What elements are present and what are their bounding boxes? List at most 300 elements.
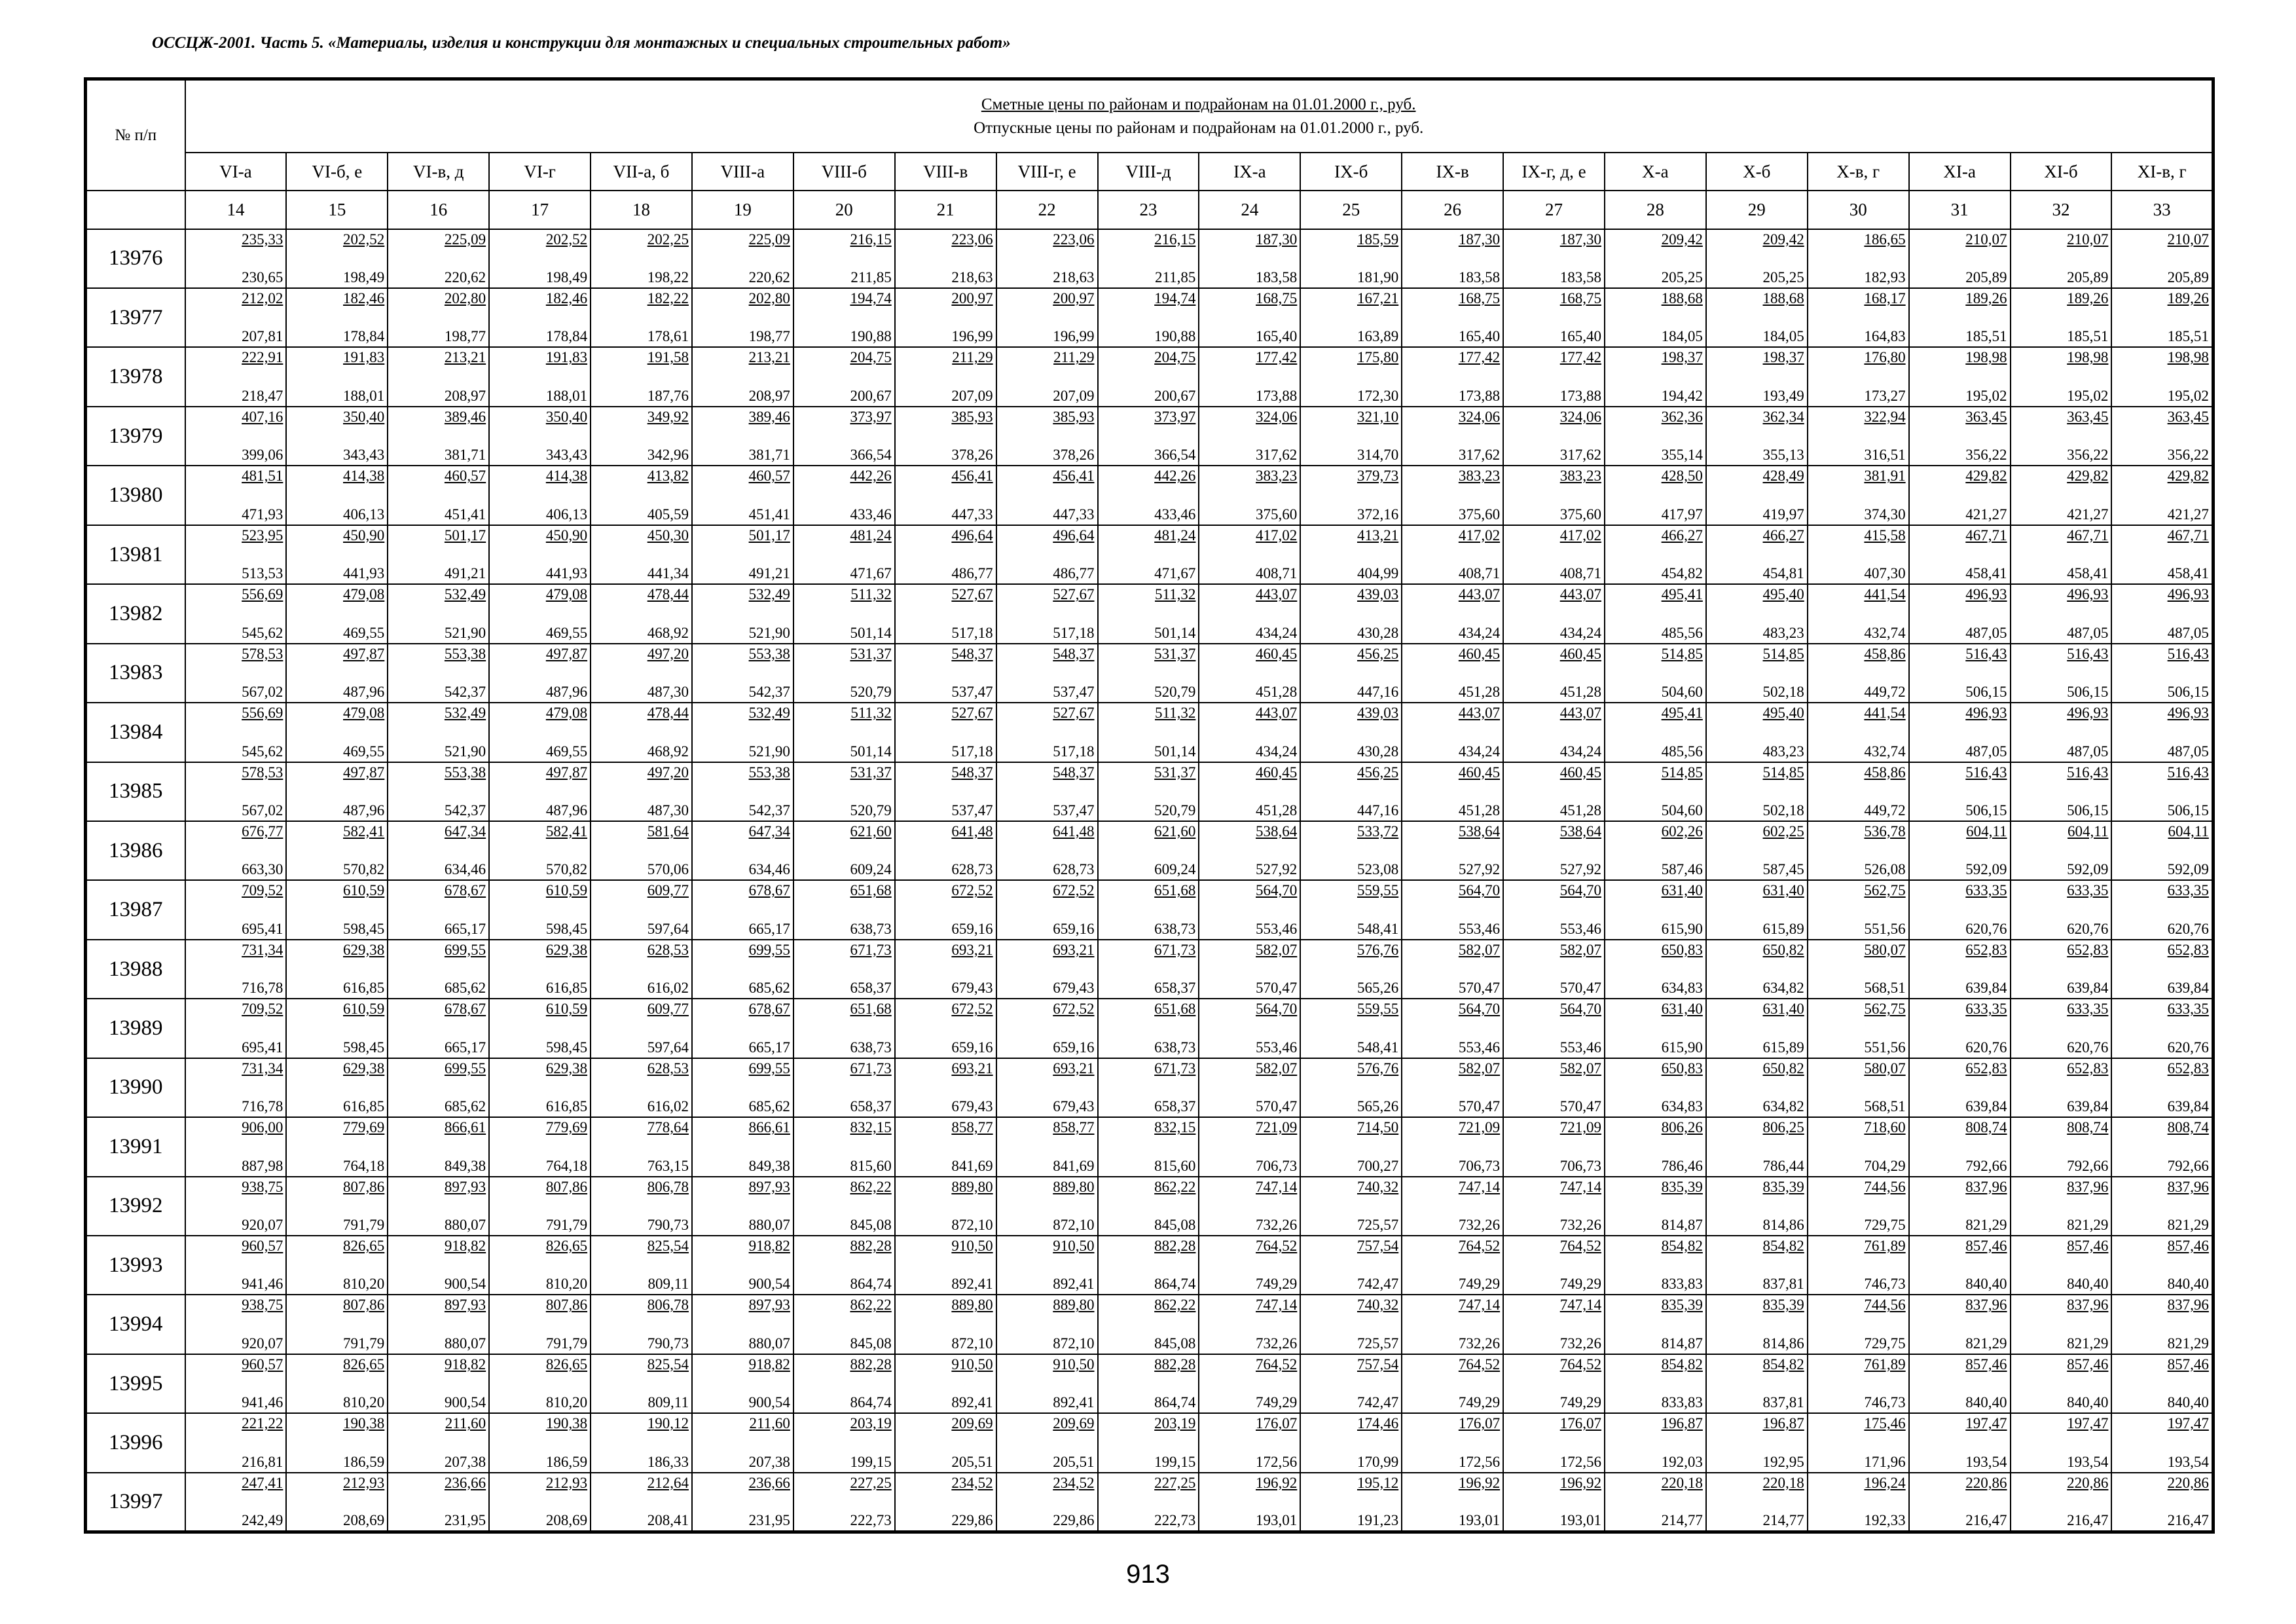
price-cell [591,1117,692,1176]
price-cell [692,1177,793,1236]
release-price: 186,59 [545,1453,588,1470]
estimated-price: 678,67 [444,882,486,899]
price-cell [1199,1058,1300,1117]
estimated-price: 672,52 [951,882,993,899]
estimated-price: 460,45 [1256,764,1298,781]
estimated-price: 889,80 [1053,1297,1095,1314]
release-price: 791,79 [545,1217,588,1234]
release-price: 639,84 [2167,1098,2209,1115]
release-price: 814,86 [1762,1217,1804,1234]
price-cell [996,1473,1098,1532]
estimated-price: 609,77 [647,1001,689,1018]
price-cell [591,1413,692,1472]
column-number: 28 [1605,191,1706,229]
region-header: X-а [1605,153,1706,191]
estimated-price: 651,68 [850,1001,892,1018]
estimated-price: 882,28 [850,1238,892,1255]
release-price: 192,33 [1864,1512,1906,1528]
price-cell [692,347,793,406]
price-cell [1199,347,1300,406]
release-price: 840,40 [1965,1276,2007,1293]
estimated-price: 450,30 [647,526,689,544]
release-price: 195,02 [2067,387,2109,404]
price-cell [1199,644,1300,703]
price-cell [286,584,388,643]
price-cell [1300,229,1402,288]
release-price: 205,51 [1053,1453,1095,1470]
estimated-price: 602,26 [1661,822,1703,840]
estimated-price: 582,07 [1458,1060,1501,1077]
estimated-price: 858,77 [951,1119,993,1136]
price-cell [591,1236,692,1295]
release-price: 570,47 [1458,1098,1501,1115]
price-cell [692,1354,793,1413]
estimated-price: 548,37 [951,645,993,662]
price-cell [2111,288,2213,347]
price-cell [1503,1473,1605,1532]
estimated-price: 516,43 [2067,764,2109,781]
estimated-price: 460,57 [748,468,790,485]
price-cell [1503,880,1605,939]
estimated-price: 414,38 [343,468,385,485]
release-price: 570,06 [647,861,689,878]
price-cell [1706,525,1808,584]
release-price: 592,09 [2067,861,2109,878]
estimated-price: 362,36 [1661,408,1703,425]
price-cell [996,1295,1098,1354]
release-price: 679,43 [951,1098,993,1115]
release-price: 941,46 [242,1276,283,1293]
estimated-price: 481,24 [1154,526,1196,544]
release-price: 821,29 [1965,1335,2007,1352]
release-price: 920,07 [242,1335,283,1352]
price-cell [1909,1177,2011,1236]
estimated-price: 564,70 [1458,882,1501,899]
row-number: 13982 [86,584,185,643]
price-cell [489,1413,591,1472]
release-price: 165,40 [1559,328,1601,345]
table-row [86,999,2214,1058]
release-price: 900,54 [444,1394,486,1411]
release-price: 451,28 [1458,684,1501,701]
price-cell [1909,821,2011,880]
price-cell [2111,347,2213,406]
release-price: 658,37 [850,1098,892,1115]
estimated-price: 479,08 [545,705,588,722]
release-price: 570,82 [343,861,385,878]
estimated-price: 200,97 [1053,290,1095,307]
estimated-price: 747,14 [1256,1178,1298,1195]
release-price: 216,47 [2167,1512,2209,1528]
release-price: 433,46 [1154,506,1196,523]
release-price: 185,51 [2067,328,2109,345]
price-cell [1909,762,2011,821]
estimated-price: 460,45 [1559,645,1601,662]
release-price: 449,72 [1864,684,1906,701]
release-price: 487,96 [545,684,588,701]
estimated-price: 516,43 [2067,645,2109,662]
price-cell [1300,940,1402,999]
price-cell [793,1295,895,1354]
estimated-price: 671,73 [1154,941,1196,958]
estimated-price: 176,07 [1458,1415,1501,1432]
estimated-price: 582,07 [1559,941,1601,958]
release-price: 186,33 [647,1453,689,1470]
price-cell [793,288,895,347]
release-price: 469,55 [343,743,385,760]
release-price: 620,76 [1965,1039,2007,1056]
estimated-price: 220,18 [1762,1474,1804,1491]
price-cell [591,703,692,762]
price-cell [692,644,793,703]
price-cell [1503,466,1605,525]
price-cell [1808,1413,1909,1472]
price-cell [1706,1413,1808,1472]
estimated-price: 699,55 [444,1060,486,1077]
price-cell [1503,762,1605,821]
price-cell [895,880,996,939]
table-row [86,407,2214,466]
estimated-price: 747,14 [1559,1297,1601,1314]
release-price: 520,79 [850,684,892,701]
estimated-price: 582,07 [1458,941,1501,958]
price-cell [1199,1354,1300,1413]
release-price: 892,41 [1053,1394,1095,1411]
price-cell [1503,584,1605,643]
release-price: 214,77 [1661,1512,1703,1528]
release-price: 229,86 [1053,1512,1095,1528]
price-cell [489,1236,591,1295]
estimated-price: 553,38 [748,764,790,781]
estimated-price: 747,14 [1458,1297,1501,1314]
release-price: 791,79 [545,1335,588,1352]
table-row [86,762,2214,821]
estimated-price: 832,15 [850,1119,892,1136]
table-row [86,347,2214,406]
price-cell [489,1117,591,1176]
estimated-price: 202,80 [444,290,486,307]
price-cell [388,1117,489,1176]
price-cell [1199,999,1300,1058]
price-cell [1199,1177,1300,1236]
price-cell [1199,1413,1300,1472]
price-cell [996,821,1098,880]
release-price: 521,90 [748,624,790,641]
release-price: 218,63 [951,269,993,286]
estimated-price: 516,43 [2167,764,2209,781]
release-price: 447,16 [1357,802,1399,819]
price-cell [1706,940,1808,999]
estimated-price: 204,75 [850,349,892,366]
release-price: 695,41 [242,920,283,937]
estimated-price: 671,73 [1154,1060,1196,1077]
column-number: 27 [1503,191,1605,229]
price-cell [591,1354,692,1413]
price-cell [388,347,489,406]
release-price: 570,82 [545,861,588,878]
price-cell [286,1354,388,1413]
estimated-price: 429,82 [2167,468,2209,485]
estimated-price: 527,67 [951,586,993,603]
release-price: 184,05 [1762,328,1804,345]
table-row [86,466,2214,525]
price-cell [591,466,692,525]
release-price: 598,45 [343,1039,385,1056]
release-price: 520,79 [1154,684,1196,701]
estimated-price: 562,75 [1864,1001,1906,1018]
release-price: 872,10 [951,1217,993,1234]
price-cell [1909,1354,2011,1413]
release-price: 317,62 [1559,447,1601,464]
estimated-price: 857,46 [2067,1356,2109,1373]
release-price: 615,90 [1661,920,1703,937]
release-price: 864,74 [850,1276,892,1293]
release-price: 517,18 [1053,624,1095,641]
estimated-price: 511,32 [1155,586,1196,603]
price-cell [591,1473,692,1532]
estimated-price: 191,83 [545,349,588,366]
estimated-price: 389,46 [444,408,486,425]
release-price: 198,22 [647,269,689,286]
price-cell [1706,1354,1808,1413]
release-price: 501,14 [1154,624,1196,641]
release-price: 732,26 [1458,1217,1501,1234]
release-price: 372,16 [1357,506,1399,523]
price-cell [489,525,591,584]
release-price: 587,46 [1661,861,1703,878]
release-price: 366,54 [850,447,892,464]
release-price: 679,43 [1053,1098,1095,1115]
price-cell [1098,703,1199,762]
release-price: 551,56 [1864,920,1906,937]
estimated-price: 918,82 [748,1356,790,1373]
row-number-header: № п/п [86,79,185,191]
release-price: 366,54 [1154,447,1196,464]
estimated-price: 582,41 [545,822,588,840]
release-price: 849,38 [748,1157,790,1174]
price-cell [1300,762,1402,821]
estimated-price: 514,85 [1661,764,1703,781]
release-price: 615,89 [1762,1039,1804,1056]
table-row [86,1413,2214,1472]
estimated-price: 175,46 [1864,1415,1906,1432]
price-cell [1300,288,1402,347]
estimated-price: 441,54 [1864,586,1906,603]
release-price: 764,18 [545,1157,588,1174]
release-price: 407,30 [1864,565,1906,582]
price-cell [2011,288,2112,347]
release-price: 553,46 [1559,1039,1601,1056]
price-cell [793,229,895,288]
estimated-price: 234,52 [951,1474,993,1491]
release-price: 638,73 [850,920,892,937]
release-price: 616,02 [647,1098,689,1115]
price-cell [895,762,996,821]
column-number: 17 [489,191,591,229]
price-cell [1300,407,1402,466]
price-cell [1199,584,1300,643]
price-cell [692,1058,793,1117]
release-price: 421,27 [2067,506,2109,523]
price-cell [489,880,591,939]
estimated-price: 460,45 [1559,764,1601,781]
release-price: 542,37 [444,684,486,701]
release-price: 634,83 [1661,980,1703,997]
estimated-price: 450,90 [343,526,385,544]
price-cell [692,407,793,466]
release-price: 570,47 [1256,980,1298,997]
release-price: 193,01 [1256,1512,1298,1528]
release-price: 381,71 [748,447,790,464]
price-cell [692,940,793,999]
price-cell [895,1473,996,1532]
release-price: 520,79 [850,802,892,819]
estimated-price: 779,69 [545,1119,588,1136]
estimated-price: 764,52 [1458,1238,1501,1255]
price-cell [1909,1413,2011,1472]
estimated-price: 651,68 [1154,882,1196,899]
estimated-price: 202,52 [343,231,385,248]
release-price: 679,43 [1053,980,1095,997]
price-cell [895,1058,996,1117]
release-price: 205,89 [2167,269,2209,286]
table-row [86,525,2214,584]
price-cell [2011,229,2112,288]
release-price: 553,46 [1256,920,1298,937]
price-cell [1300,821,1402,880]
release-price: 447,33 [1053,506,1095,523]
release-price: 220,62 [444,269,486,286]
table-row [86,1473,2214,1532]
price-cell [286,407,388,466]
price-cell [1503,1177,1605,1236]
estimated-price: 196,92 [1458,1474,1501,1491]
price-cell [1909,584,2011,643]
price-cell [895,1177,996,1236]
price-cell [1402,1236,1503,1295]
release-price: 375,60 [1559,506,1601,523]
release-price: 872,10 [951,1335,993,1352]
price-cell [1300,466,1402,525]
price-cell [1605,584,1706,643]
row-number: 13977 [86,288,185,347]
estimated-price: 247,41 [242,1474,283,1491]
release-price: 790,73 [647,1217,689,1234]
price-cell [489,644,591,703]
estimated-price: 548,37 [1053,645,1095,662]
release-price: 570,47 [1256,1098,1298,1115]
price-cell [793,347,895,406]
release-price: 845,08 [1154,1217,1196,1234]
release-price: 405,59 [647,506,689,523]
price-cell [1909,644,2011,703]
estimated-price: 495,41 [1661,705,1703,722]
estimated-price: 460,57 [444,468,486,485]
price-cell [692,1295,793,1354]
estimated-price: 324,06 [1256,408,1298,425]
price-cell [2011,1117,2112,1176]
release-price: 616,85 [545,1098,588,1115]
estimated-price: 188,68 [1661,290,1703,307]
release-price: 592,09 [2167,861,2209,878]
price-cell [692,584,793,643]
release-price: 193,54 [1965,1453,2007,1470]
release-price: 840,40 [1965,1394,2007,1411]
release-price: 483,23 [1762,743,1804,760]
price-cell [185,1295,287,1354]
price-cell [2011,347,2112,406]
estimated-price: 764,52 [1559,1238,1601,1255]
estimated-price: 532,49 [748,586,790,603]
price-cell [1706,1236,1808,1295]
price-cell [793,1117,895,1176]
release-price: 732,26 [1559,1217,1601,1234]
estimated-price: 578,53 [242,764,283,781]
estimated-price: 779,69 [343,1119,385,1136]
price-cell [1706,584,1808,643]
release-price: 195,02 [1965,387,2007,404]
estimated-prices-title: Сметные цены по районам и подрайонам на 01.01.2000 г., руб. [981,95,1416,113]
price-cell [2111,1177,2213,1236]
estimated-price: 650,83 [1661,941,1703,958]
region-header: VI-г [489,153,591,191]
column-number: 31 [1909,191,2011,229]
release-price: 406,13 [545,506,588,523]
estimated-price: 234,52 [1053,1474,1095,1491]
release-price: 791,79 [343,1335,385,1352]
estimated-price: 501,17 [444,526,486,544]
price-cell [793,525,895,584]
estimated-price: 198,37 [1762,349,1804,366]
release-price: 487,96 [343,684,385,701]
price-cell [692,288,793,347]
estimated-price: 757,54 [1357,1238,1399,1255]
row-number: 13996 [86,1413,185,1472]
price-cell [185,703,287,762]
estimated-price: 678,67 [748,1001,790,1018]
estimated-price: 478,44 [647,705,689,722]
price-cell [1199,1473,1300,1532]
price-cell [185,347,287,406]
estimated-price: 862,22 [850,1178,892,1195]
release-price: 458,41 [1965,565,2007,582]
estimated-price: 212,64 [647,1474,689,1491]
price-cell [1402,407,1503,466]
estimated-price: 582,07 [1559,1060,1601,1077]
price-cell [793,644,895,703]
estimated-price: 532,49 [444,586,486,603]
price-cell [1808,1117,1909,1176]
estimated-price: 532,49 [444,705,486,722]
release-price: 837,81 [1762,1276,1804,1293]
release-price: 506,15 [1965,684,2007,701]
estimated-price: 857,46 [2067,1238,2109,1255]
price-cell [2011,1058,2112,1117]
release-price: 421,27 [1965,506,2007,523]
price-cell [185,1117,287,1176]
estimated-price: 740,32 [1357,1178,1399,1195]
estimated-price: 189,26 [1965,290,2007,307]
release-price: 183,58 [1458,269,1501,286]
release-price: 821,29 [2167,1217,2209,1234]
release-price: 810,20 [343,1276,385,1293]
price-cell [692,466,793,525]
estimated-price: 198,37 [1661,349,1703,366]
price-cell [1402,762,1503,821]
release-price: 537,47 [951,802,993,819]
column-number: 32 [2011,191,2112,229]
price-cell [388,821,489,880]
